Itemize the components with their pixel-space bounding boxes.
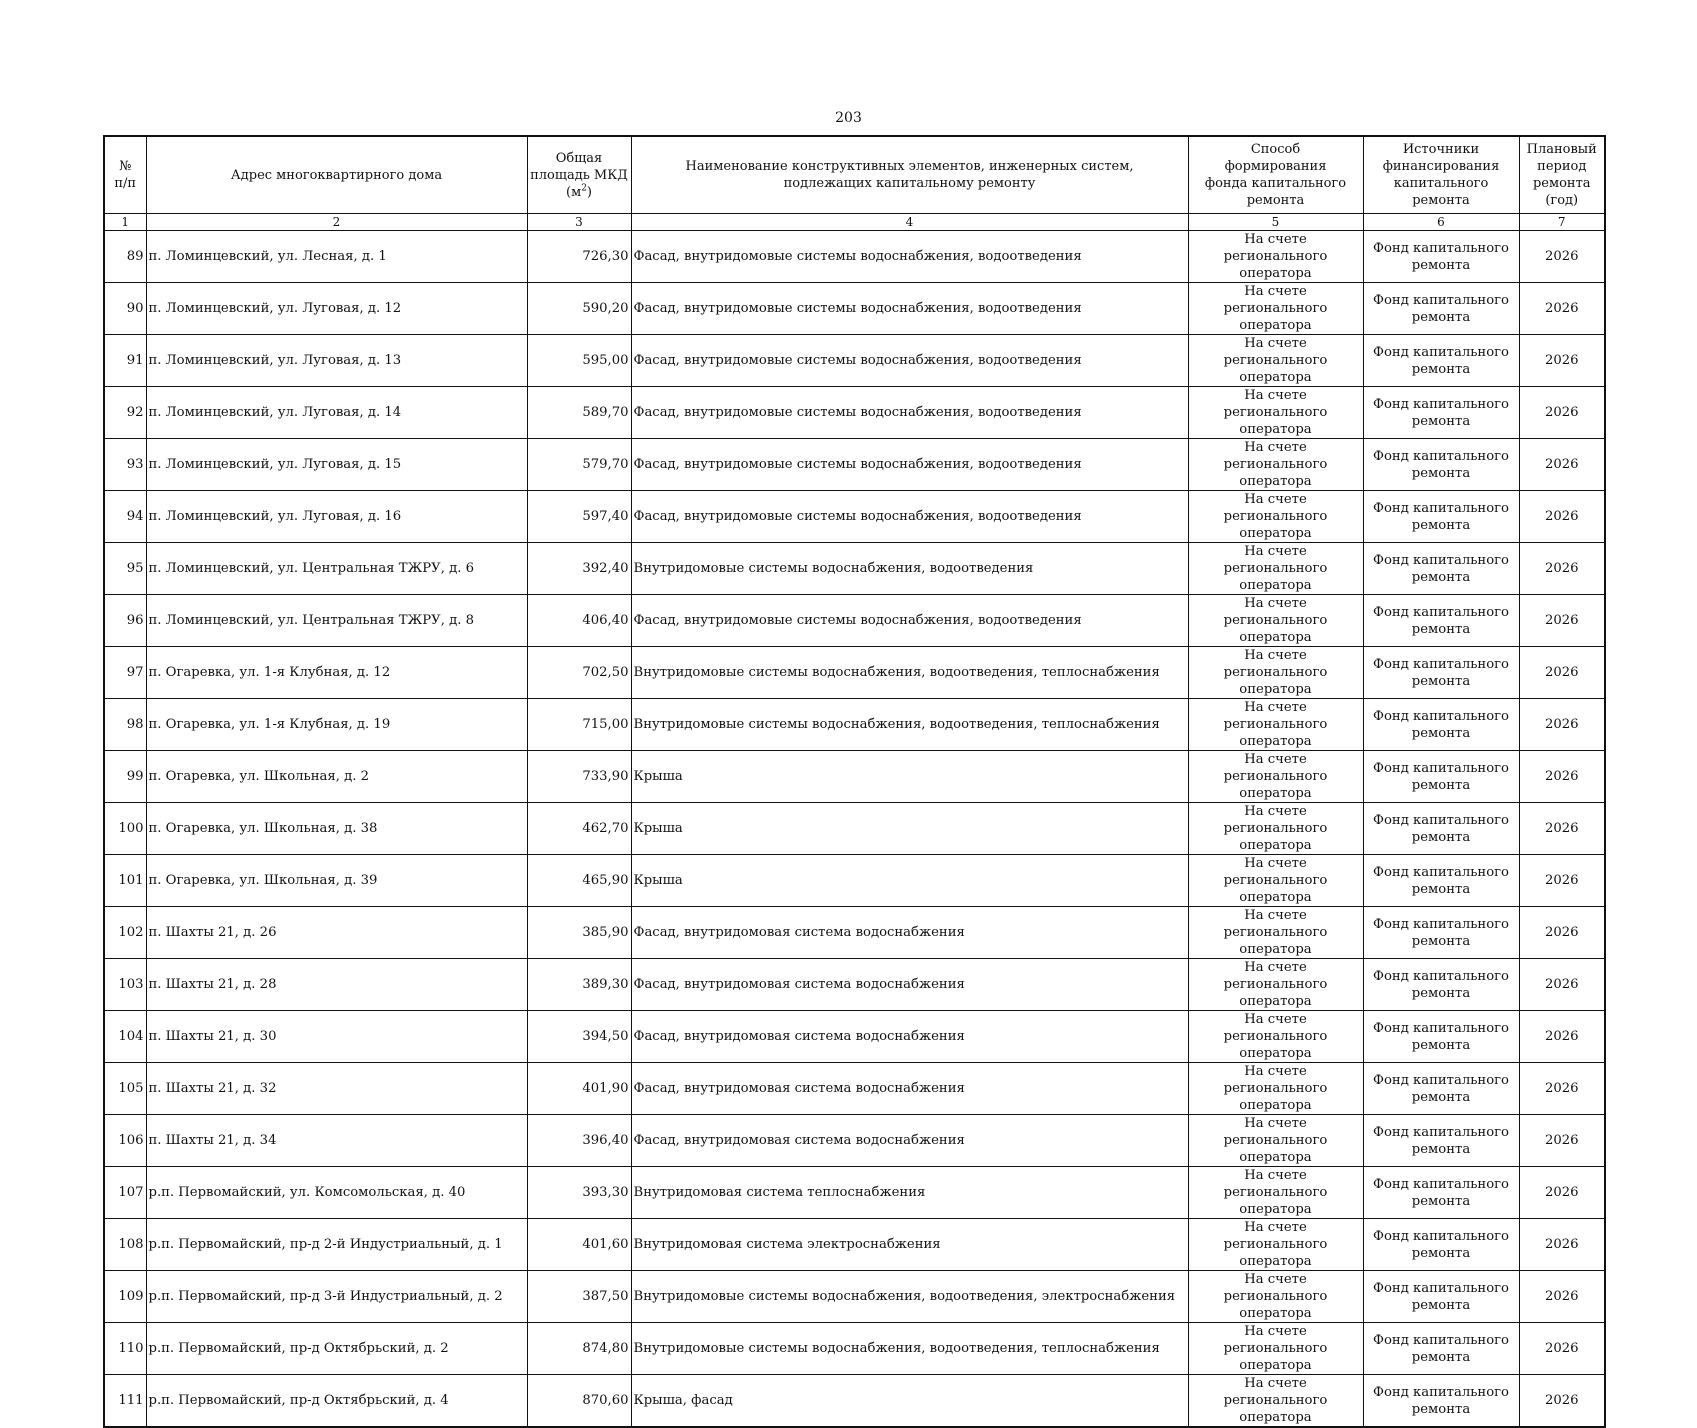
row-repair-items: Внутридомовые системы водоснабжения, водоотведения, электроснабжения <box>631 1271 1188 1323</box>
row-planned-year: 2026 <box>1519 1323 1605 1375</box>
row-planned-year: 2026 <box>1519 595 1605 647</box>
row-planned-year: 2026 <box>1519 387 1605 439</box>
row-number: 102 <box>104 907 146 959</box>
row-repair-items: Фасад, внутридомовая система водоснабжения <box>631 1011 1188 1063</box>
row-repair-items: Внутридомовая система электроснабжения <box>631 1219 1188 1271</box>
row-number: 105 <box>104 1063 146 1115</box>
row-fund-method: На счете регионального оператора <box>1188 907 1363 959</box>
row-planned-year: 2026 <box>1519 1271 1605 1323</box>
row-repair-items: Фасад, внутридомовая система водоснабжения <box>631 907 1188 959</box>
row-address: п. Шахты 21, д. 28 <box>146 959 527 1011</box>
row-planned-year: 2026 <box>1519 439 1605 491</box>
row-area: 389,30 <box>527 959 631 1011</box>
row-area: 715,00 <box>527 699 631 751</box>
row-planned-year: 2026 <box>1519 231 1605 283</box>
header-area-label: Общая площадь МКД <box>530 150 628 183</box>
row-repair-items: Фасад, внутридомовые системы водоснабжения, водоотведения <box>631 387 1188 439</box>
row-funding-source: Фонд капитального ремонта <box>1363 647 1519 699</box>
header-address: Адрес многоквартирного дома <box>146 136 527 214</box>
header-method: Способ формирования фонда капитального ремонта <box>1188 136 1363 214</box>
row-number: 94 <box>104 491 146 543</box>
row-fund-method: На счете регионального оператора <box>1188 751 1363 803</box>
column-index: 1 <box>104 214 146 231</box>
row-address: п. Ломинцевский, ул. Луговая, д. 15 <box>146 439 527 491</box>
row-planned-year: 2026 <box>1519 959 1605 1011</box>
row-funding-source: Фонд капитального ремонта <box>1363 1219 1519 1271</box>
row-number: 103 <box>104 959 146 1011</box>
row-area: 387,50 <box>527 1271 631 1323</box>
header-num: № п/п <box>104 136 146 214</box>
row-area: 595,00 <box>527 335 631 387</box>
row-fund-method: На счете регионального оператора <box>1188 1063 1363 1115</box>
row-funding-source: Фонд капитального ремонта <box>1363 907 1519 959</box>
row-area: 465,90 <box>527 855 631 907</box>
row-planned-year: 2026 <box>1519 803 1605 855</box>
row-address: р.п. Первомайский, ул. Комсомольская, д. 40 <box>146 1167 527 1219</box>
row-repair-items: Внутридомовые системы водоснабжения, водоотведения, теплоснабжения <box>631 647 1188 699</box>
table-row <box>104 1063 1605 1115</box>
table-row <box>104 387 1605 439</box>
page-number: 203 <box>835 110 862 126</box>
table-row <box>104 283 1605 335</box>
row-area: 874,80 <box>527 1323 631 1375</box>
row-area: 394,50 <box>527 1011 631 1063</box>
row-repair-items: Фасад, внутридомовые системы водоснабжения, водоотведения <box>631 491 1188 543</box>
table-row <box>104 803 1605 855</box>
row-repair-items: Крыша <box>631 751 1188 803</box>
row-planned-year: 2026 <box>1519 491 1605 543</box>
row-number: 99 <box>104 751 146 803</box>
row-repair-items: Внутридомовые системы водоснабжения, водоотведения, теплоснабжения <box>631 1323 1188 1375</box>
row-address: р.п. Первомайский, пр-д 2-й Индустриальный, д. 1 <box>146 1219 527 1271</box>
row-fund-method: На счете регионального оператора <box>1188 543 1363 595</box>
row-funding-source: Фонд капитального ремонта <box>1363 1271 1519 1323</box>
row-address: п. Огаревка, ул. Школьная, д. 39 <box>146 855 527 907</box>
row-planned-year: 2026 <box>1519 1115 1605 1167</box>
row-number: 91 <box>104 335 146 387</box>
header-area <box>527 136 631 214</box>
row-number: 92 <box>104 387 146 439</box>
row-fund-method: На счете регионального оператора <box>1188 231 1363 283</box>
column-index: 3 <box>527 214 631 231</box>
header-area-sup: 2 <box>581 183 587 194</box>
table-row <box>104 855 1605 907</box>
row-area: 590,20 <box>527 283 631 335</box>
row-fund-method: На счете регионального оператора <box>1188 387 1363 439</box>
row-funding-source: Фонд капитального ремонта <box>1363 283 1519 335</box>
row-number: 89 <box>104 231 146 283</box>
row-repair-items: Внутридомовые системы водоснабжения, водоотведения <box>631 543 1188 595</box>
row-funding-source: Фонд капитального ремонта <box>1363 387 1519 439</box>
row-area: 385,90 <box>527 907 631 959</box>
row-planned-year: 2026 <box>1519 907 1605 959</box>
row-number: 101 <box>104 855 146 907</box>
row-repair-items: Внутридомовые системы водоснабжения, водоотведения, теплоснабжения <box>631 699 1188 751</box>
row-area: 462,70 <box>527 803 631 855</box>
row-address: п. Шахты 21, д. 30 <box>146 1011 527 1063</box>
column-index: 7 <box>1519 214 1605 231</box>
table-row <box>104 595 1605 647</box>
table-row <box>104 439 1605 491</box>
table-row <box>104 1219 1605 1271</box>
row-repair-items: Внутридомовая система теплоснабжения <box>631 1167 1188 1219</box>
row-repair-items: Крыша <box>631 803 1188 855</box>
row-address: п. Шахты 21, д. 34 <box>146 1115 527 1167</box>
row-area: 726,30 <box>527 231 631 283</box>
row-fund-method: На счете регионального оператора <box>1188 439 1363 491</box>
row-repair-items: Фасад, внутридомовые системы водоснабжения, водоотведения <box>631 231 1188 283</box>
row-fund-method: На счете регионального оператора <box>1188 1271 1363 1323</box>
row-number: 111 <box>104 1375 146 1428</box>
row-number: 109 <box>104 1271 146 1323</box>
header-area-unit: (м <box>566 184 582 200</box>
row-planned-year: 2026 <box>1519 647 1605 699</box>
row-number: 100 <box>104 803 146 855</box>
row-address: п. Огаревка, ул. Школьная, д. 38 <box>146 803 527 855</box>
row-repair-items: Фасад, внутридомовая система водоснабжения <box>631 1063 1188 1115</box>
row-address: п. Ломинцевский, ул. Лесная, д. 1 <box>146 231 527 283</box>
row-area: 702,50 <box>527 647 631 699</box>
table-row <box>104 543 1605 595</box>
row-planned-year: 2026 <box>1519 1375 1605 1428</box>
row-address: п. Огаревка, ул. Школьная, д. 2 <box>146 751 527 803</box>
table-row <box>104 1323 1605 1375</box>
row-funding-source: Фонд капитального ремонта <box>1363 543 1519 595</box>
row-address: п. Ломинцевский, ул. Луговая, д. 14 <box>146 387 527 439</box>
table-header-row <box>104 136 1605 214</box>
row-fund-method: На счете регионального оператора <box>1188 491 1363 543</box>
row-funding-source: Фонд капитального ремонта <box>1363 335 1519 387</box>
row-address: п. Ломинцевский, ул. Луговая, д. 12 <box>146 283 527 335</box>
row-repair-items: Фасад, внутридомовые системы водоснабжения, водоотведения <box>631 439 1188 491</box>
row-area: 392,40 <box>527 543 631 595</box>
row-repair-items: Фасад, внутридомовые системы водоснабжения, водоотведения <box>631 335 1188 387</box>
table-row <box>104 1271 1605 1323</box>
row-planned-year: 2026 <box>1519 1063 1605 1115</box>
row-fund-method: На счете регионального оператора <box>1188 803 1363 855</box>
row-fund-method: На счете регионального оператора <box>1188 699 1363 751</box>
row-number: 110 <box>104 1323 146 1375</box>
row-fund-method: На счете регионального оператора <box>1188 1219 1363 1271</box>
row-planned-year: 2026 <box>1519 699 1605 751</box>
row-funding-source: Фонд капитального ремонта <box>1363 231 1519 283</box>
row-area: 393,30 <box>527 1167 631 1219</box>
row-funding-source: Фонд капитального ремонта <box>1363 959 1519 1011</box>
row-fund-method: На счете регионального оператора <box>1188 959 1363 1011</box>
table-row <box>104 1167 1605 1219</box>
row-planned-year: 2026 <box>1519 751 1605 803</box>
row-address: п. Ломинцевский, ул. Луговая, д. 16 <box>146 491 527 543</box>
row-area: 401,90 <box>527 1063 631 1115</box>
column-index: 4 <box>631 214 1188 231</box>
header-period: Плановый период ремонта (год) <box>1519 136 1605 214</box>
row-fund-method: На счете регионального оператора <box>1188 647 1363 699</box>
row-planned-year: 2026 <box>1519 855 1605 907</box>
row-number: 90 <box>104 283 146 335</box>
column-index-row <box>104 214 1605 231</box>
column-index: 5 <box>1188 214 1363 231</box>
row-funding-source: Фонд капитального ремонта <box>1363 855 1519 907</box>
table-row <box>104 647 1605 699</box>
row-planned-year: 2026 <box>1519 1167 1605 1219</box>
row-funding-source: Фонд капитального ремонта <box>1363 803 1519 855</box>
row-funding-source: Фонд капитального ремонта <box>1363 1011 1519 1063</box>
row-planned-year: 2026 <box>1519 1011 1605 1063</box>
row-funding-source: Фонд капитального ремонта <box>1363 1167 1519 1219</box>
row-address: п. Ломинцевский, ул. Центральная ТЖРУ, д. 8 <box>146 595 527 647</box>
row-number: 104 <box>104 1011 146 1063</box>
row-address: п. Ломинцевский, ул. Луговая, д. 13 <box>146 335 527 387</box>
table-row <box>104 1115 1605 1167</box>
row-fund-method: На счете регионального оператора <box>1188 1323 1363 1375</box>
row-area: 589,70 <box>527 387 631 439</box>
row-number: 106 <box>104 1115 146 1167</box>
header-source: Источники финансирования капитального ремонта <box>1363 136 1519 214</box>
row-funding-source: Фонд капитального ремонта <box>1363 1323 1519 1375</box>
column-index: 6 <box>1363 214 1519 231</box>
row-area: 870,60 <box>527 1375 631 1428</box>
repair-schedule-table <box>103 135 1606 1428</box>
row-planned-year: 2026 <box>1519 283 1605 335</box>
row-funding-source: Фонд капитального ремонта <box>1363 1115 1519 1167</box>
row-repair-items: Крыша, фасад <box>631 1375 1188 1428</box>
table-row <box>104 907 1605 959</box>
row-funding-source: Фонд капитального ремонта <box>1363 1375 1519 1428</box>
table-row <box>104 699 1605 751</box>
row-area: 396,40 <box>527 1115 631 1167</box>
row-fund-method: На счете регионального оператора <box>1188 855 1363 907</box>
row-funding-source: Фонд капитального ремонта <box>1363 595 1519 647</box>
table-row <box>104 959 1605 1011</box>
row-fund-method: На счете регионального оператора <box>1188 335 1363 387</box>
row-address: п. Огаревка, ул. 1-я Клубная, д. 12 <box>146 647 527 699</box>
row-repair-items: Фасад, внутридомовые системы водоснабжения, водоотведения <box>631 595 1188 647</box>
row-address: р.п. Первомайский, пр-д Октябрьский, д. 4 <box>146 1375 527 1428</box>
row-number: 97 <box>104 647 146 699</box>
row-repair-items: Крыша <box>631 855 1188 907</box>
row-address: р.п. Первомайский, пр-д 3-й Индустриальный, д. 2 <box>146 1271 527 1323</box>
row-address: п. Шахты 21, д. 32 <box>146 1063 527 1115</box>
row-planned-year: 2026 <box>1519 335 1605 387</box>
row-repair-items: Фасад, внутридомовая система водоснабжения <box>631 1115 1188 1167</box>
column-index: 2 <box>146 214 527 231</box>
row-address: р.п. Первомайский, пр-д Октябрьский, д. 2 <box>146 1323 527 1375</box>
row-number: 107 <box>104 1167 146 1219</box>
row-area: 579,70 <box>527 439 631 491</box>
row-number: 95 <box>104 543 146 595</box>
row-repair-items: Фасад, внутридомовые системы водоснабжения, водоотведения <box>631 283 1188 335</box>
row-number: 93 <box>104 439 146 491</box>
row-number: 96 <box>104 595 146 647</box>
row-address: п. Огаревка, ул. 1-я Клубная, д. 19 <box>146 699 527 751</box>
row-area: 597,40 <box>527 491 631 543</box>
row-repair-items: Фасад, внутридомовая система водоснабжения <box>631 959 1188 1011</box>
row-funding-source: Фонд капитального ремонта <box>1363 699 1519 751</box>
row-planned-year: 2026 <box>1519 543 1605 595</box>
row-fund-method: На счете регионального оператора <box>1188 1011 1363 1063</box>
row-planned-year: 2026 <box>1519 1219 1605 1271</box>
row-area: 733,90 <box>527 751 631 803</box>
table-body <box>104 231 1605 1428</box>
table-row <box>104 751 1605 803</box>
table-row <box>104 335 1605 387</box>
row-fund-method: На счете регионального оператора <box>1188 283 1363 335</box>
row-fund-method: На счете регионального оператора <box>1188 1115 1363 1167</box>
row-fund-method: На счете регионального оператора <box>1188 1167 1363 1219</box>
row-fund-method: На счете регионального оператора <box>1188 1375 1363 1428</box>
header-items: Наименование конструктивных элементов, инженерных систем, подлежащих капитальному ремонту <box>631 136 1188 214</box>
row-number: 98 <box>104 699 146 751</box>
row-number: 108 <box>104 1219 146 1271</box>
row-funding-source: Фонд капитального ремонта <box>1363 751 1519 803</box>
table-row <box>104 491 1605 543</box>
row-address: п. Шахты 21, д. 26 <box>146 907 527 959</box>
row-funding-source: Фонд капитального ремонта <box>1363 439 1519 491</box>
header-area-close: ) <box>586 184 592 200</box>
row-area: 401,60 <box>527 1219 631 1271</box>
table-row <box>104 1011 1605 1063</box>
row-funding-source: Фонд капитального ремонта <box>1363 491 1519 543</box>
row-fund-method: На счете регионального оператора <box>1188 595 1363 647</box>
row-area: 406,40 <box>527 595 631 647</box>
table-row <box>104 1375 1605 1428</box>
row-address: п. Ломинцевский, ул. Центральная ТЖРУ, д. 6 <box>146 543 527 595</box>
row-funding-source: Фонд капитального ремонта <box>1363 1063 1519 1115</box>
table-row <box>104 231 1605 283</box>
